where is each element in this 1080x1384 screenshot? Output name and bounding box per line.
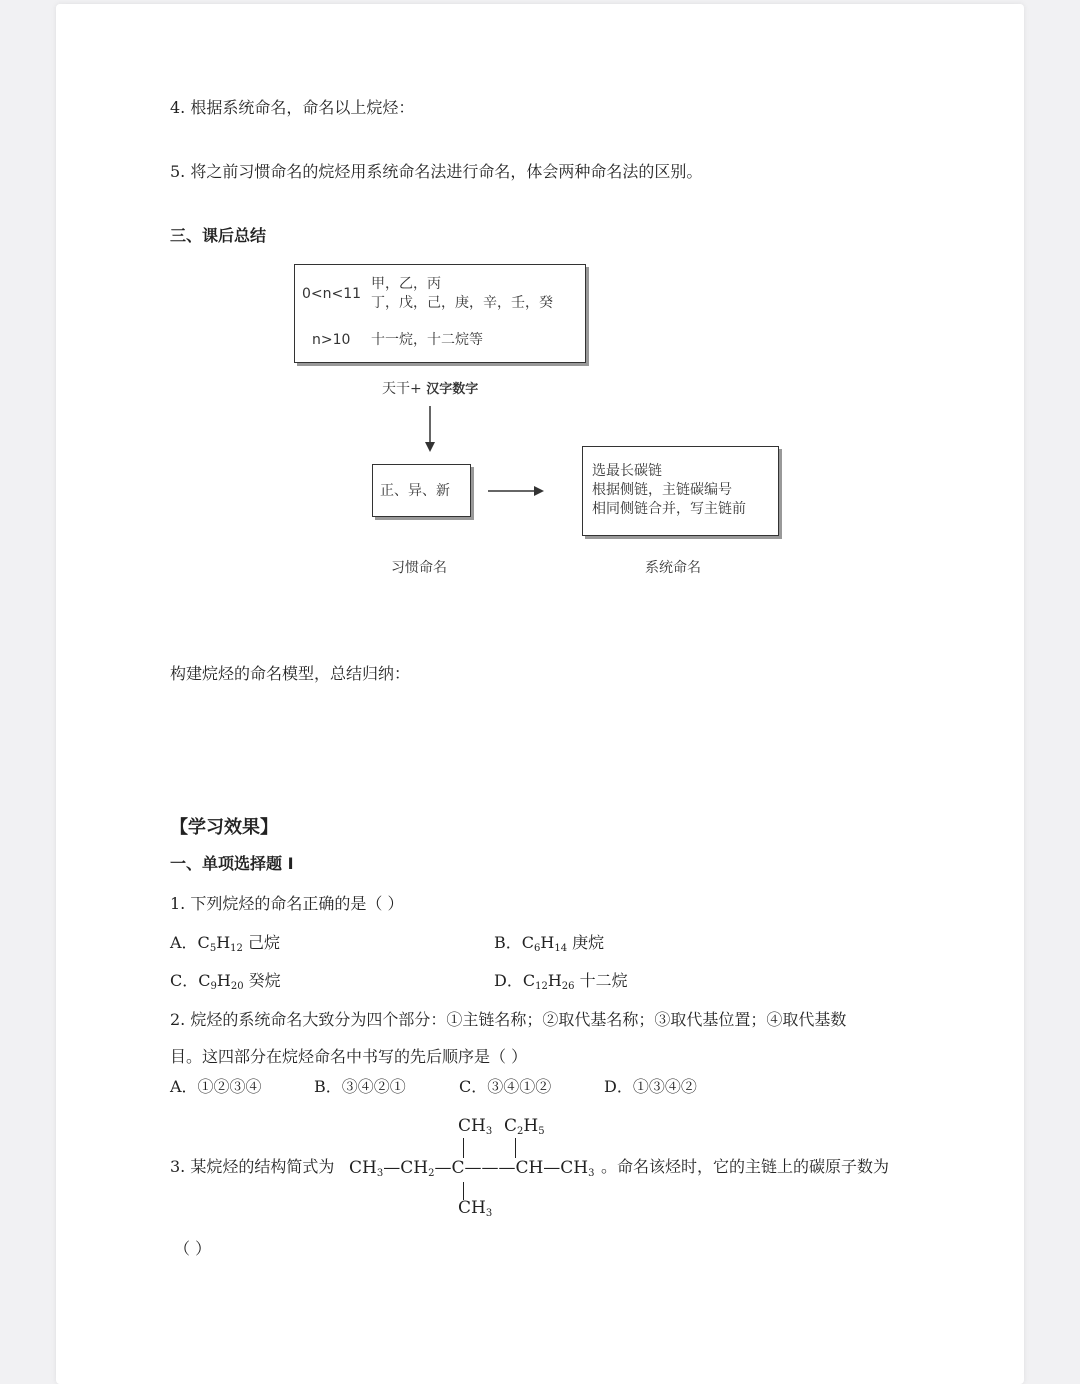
q1-a-name: 己烷	[247, 933, 280, 952]
section-title: 三、课后总结	[170, 226, 267, 245]
bond-up-2	[515, 1138, 516, 1158]
q2-option-d: D．①③④②	[604, 1077, 697, 1096]
q1-d-label: D．C	[494, 971, 536, 990]
choice-subtitle: 一、单项选择题 I	[170, 854, 294, 873]
bond-up-1	[463, 1138, 464, 1158]
structural-formula	[346, 1112, 606, 1224]
large-names: 十一烷，十二烷等	[371, 332, 483, 348]
document-page	[56, 4, 1024, 1384]
q1-a-h: 12	[230, 943, 243, 954]
range-label-large: n>10	[312, 332, 351, 348]
q1-c-name: 癸烷	[248, 971, 281, 990]
habit-label: 习惯命名	[391, 560, 447, 576]
q1-option-a: A．$C_5H_{12}$ 己烷	[170, 933, 280, 954]
habit-box-text: 正、异、新	[380, 483, 450, 499]
diagram-arrows	[56, 4, 1024, 624]
right-arrow-head	[534, 486, 544, 496]
caption-suffix: 汉字数字	[426, 382, 479, 397]
down-arrow-head	[425, 442, 435, 452]
q1-d-c: 12	[535, 981, 548, 992]
q1-b-c: 6	[534, 943, 541, 954]
range-label-small: 0<n<11	[302, 286, 362, 302]
formula-top-ch3: $CH_3$	[458, 1116, 493, 1137]
q3-stem-suffix: 。命名该烃时，它的主链上的碳原子数为	[601, 1157, 890, 1176]
formula-main-chain: $CH_3—CH_2—C———CH—CH_3$	[349, 1158, 595, 1179]
q1-d-h: 26	[561, 981, 575, 992]
q1-c-h: 20	[230, 981, 244, 992]
stems-line-2: 丁，戊，己，庚，辛，壬，癸	[371, 295, 553, 311]
q1-d-name: 十二烷	[579, 971, 628, 990]
q2-option-a: A．①②③④	[170, 1077, 262, 1096]
question-5: 5. 将之前习惯命名的烷烃用系统命名法进行命名，体会两种命名法的区别。	[170, 162, 703, 181]
system-label: 系统命名	[645, 560, 701, 576]
q1-option-d: D．$C_{12}H_{26}$ 十二烷	[494, 971, 628, 992]
model-text: 构建烷烃的命名模型，总结归纳：	[170, 664, 411, 683]
q1-c-label: C．C	[170, 971, 211, 990]
caption-prefix: 天干+	[382, 381, 422, 397]
q2-option-c: C．③④①②	[459, 1077, 552, 1096]
formula-top-c2h5: $C_2H_5$	[504, 1116, 545, 1137]
system-step-2: 根据侧链，主链碳编号	[592, 482, 732, 498]
q1-a-c: 5	[209, 943, 217, 954]
q1-c-c: 9	[210, 981, 217, 992]
q2-stem-line-2: 目。这四部分在烷烃命名中书写的先后顺序是（ ）	[170, 1047, 528, 1066]
effect-title: 【学习效果】	[170, 817, 278, 838]
q2-option-b: B．③④②①	[314, 1077, 406, 1096]
stems-line-1: 甲，乙，丙	[371, 276, 441, 292]
system-step-3: 相同侧链合并，写主链前	[592, 501, 746, 517]
q2-stem-line-1: 2. 烷烃的系统命名大致分为四个部分：①主链名称；②取代基名称；③取代基位置；④取代基数	[170, 1010, 847, 1029]
system-step-1: 选最长碳链	[592, 463, 662, 479]
q3-answer-blank: （ ）	[174, 1239, 212, 1258]
question-4: 4. 根据系统命名，命名以上烷烃：	[170, 98, 415, 117]
q1-a-label: A．C	[170, 933, 210, 952]
q1-stem: 1. 下列烷烃的命名正确的是（ ）	[170, 894, 404, 913]
formula-bottom-ch3: $CH_3$	[458, 1198, 493, 1219]
q1-b-h: 14	[554, 943, 568, 954]
q1-b-label: B．C	[494, 933, 535, 952]
q1-option-b: B．$C_6H_{14}$ 庚烷	[494, 933, 605, 954]
q1-b-name: 庚烷	[572, 933, 605, 952]
q3-stem-prefix: 3. 某烷烃的结构简式为	[170, 1157, 335, 1176]
q1-option-c: C．$C_9H_{20}$ 癸烷	[170, 971, 281, 992]
